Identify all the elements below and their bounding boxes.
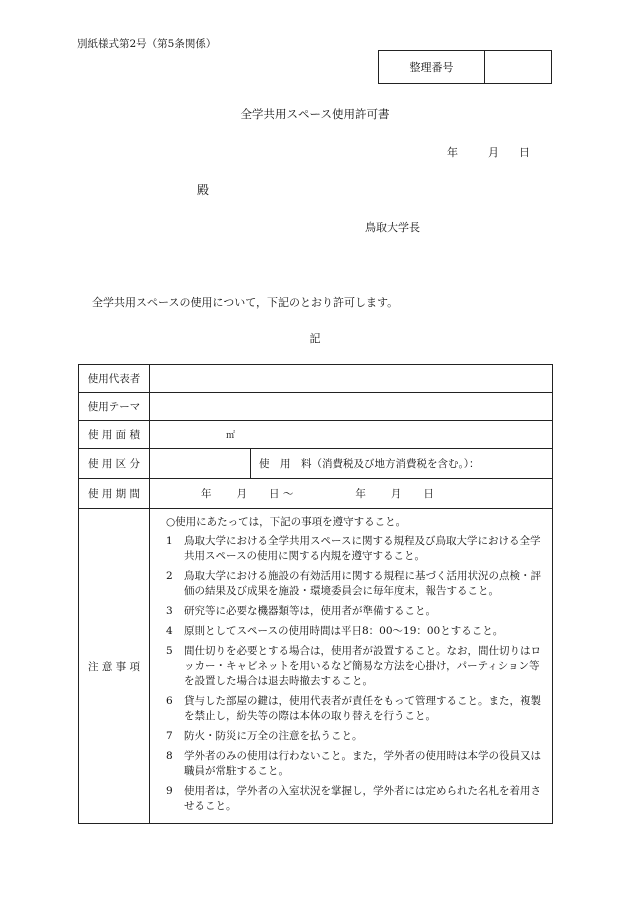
period-end-month: 月 — [390, 488, 402, 500]
list-item — [166, 644, 546, 689]
period-start-day: 日 〜 — [269, 488, 294, 500]
representative-field[interactable] — [150, 365, 553, 393]
note-number: 3 — [166, 605, 173, 617]
table-row — [79, 421, 553, 449]
area-field[interactable] — [150, 421, 553, 449]
date-day: 日 — [519, 146, 530, 159]
note-text: 間仕切りを必要とする場合は，使用者が設置すること。なお，間仕切りはロッカー・キャビネットを用いるなど簡易な方法を心掛け，パーティション等を設置した場合は退去時撤去すること。 — [184, 645, 541, 687]
theme-label: 使用テーマ — [79, 393, 150, 421]
notes-intro: ○使用にあたっては，下記の事項を遵守すること。 — [166, 516, 407, 528]
note-text: 防火・防災に万全の注意を払うこと。 — [184, 730, 363, 742]
fee-label: 使 用 料（消費税及び地方消費税を含む。）： — [259, 458, 480, 470]
reference-number-field[interactable] — [485, 51, 551, 83]
note-text: 学外者のみの使用は行わないこと。また，学外者の使用時は本学の役員又は職員が常駐すること。 — [184, 750, 541, 777]
representative-label: 使用代表者 — [79, 365, 150, 393]
table-row — [79, 393, 553, 421]
period-field[interactable] — [150, 479, 553, 509]
table-row — [79, 509, 553, 824]
notes-content — [150, 509, 553, 824]
permit-form-table — [78, 364, 553, 824]
form-identifier: 別紙様式第2号（第5条関係） — [77, 38, 217, 50]
note-number: 8 — [166, 750, 173, 762]
note-number: 7 — [166, 730, 173, 742]
list-item — [166, 569, 546, 599]
note-text: 原則としてスペースの使用時間は平日8：00〜19：00とすること。 — [184, 625, 504, 637]
table-row — [79, 479, 553, 509]
category-field[interactable] — [150, 449, 251, 478]
date-year: 年 — [447, 146, 458, 159]
issue-date — [447, 144, 530, 160]
table-row — [79, 365, 553, 393]
notes-label: 注 意 事 項 — [79, 509, 150, 824]
area-unit: ㎡ — [226, 431, 236, 441]
list-item — [166, 784, 546, 814]
list-item — [166, 729, 546, 744]
period-start-year: 年 — [201, 488, 212, 500]
category-fee-cell — [150, 449, 553, 479]
note-number: 2 — [166, 570, 173, 582]
list-item — [166, 534, 546, 564]
note-text: 使用者は，学外者の入室状況を掌握し，学外者には定められた名札を着用させること。 — [184, 785, 541, 812]
list-item — [166, 694, 546, 724]
period-end-year: 年 — [355, 488, 366, 500]
issuer-name: 鳥取大学長 — [365, 221, 420, 234]
period-end-day: 日 — [423, 488, 434, 500]
note-number: 1 — [166, 535, 173, 547]
document-title: 全学共用スペース使用許可書 — [240, 107, 390, 121]
reference-number-label: 整理番号 — [379, 51, 485, 83]
period-label: 使 用 期 間 — [79, 479, 150, 509]
note-number: 9 — [166, 785, 173, 797]
list-item — [166, 624, 546, 639]
ki-heading: 記 — [309, 332, 321, 345]
note-text: 貸与した部屋の鍵は，使用代表者が責任をもって管理すること。また，複製を禁止し，紛失等の際は本体の取り替えを行うこと。 — [184, 695, 541, 722]
area-label: 使 用 面 積 — [79, 421, 150, 449]
period-start-month: 月 — [236, 488, 247, 500]
table-row — [79, 449, 553, 479]
theme-field[interactable] — [150, 393, 553, 421]
date-month: 月 — [488, 146, 499, 159]
addressee-suffix: 殿 — [197, 183, 210, 197]
permit-statement: 全学共用スペースの使用について，下記のとおり許可します。 — [92, 296, 399, 309]
note-text: 鳥取大学における全学共用スペースに関する規程及び鳥取大学における全学共用スペースの使用に関する内規を遵守すること。 — [184, 535, 541, 562]
note-text: 研究等に必要な機器類等は，使用者が準備すること。 — [184, 605, 436, 617]
list-item — [166, 749, 546, 779]
list-item — [166, 604, 546, 619]
note-number: 5 — [166, 645, 173, 657]
note-number: 4 — [166, 625, 173, 637]
reference-number-box — [378, 50, 552, 84]
note-number: 6 — [166, 695, 173, 707]
note-text: 鳥取大学における施設の有効活用に関する規程に基づく活用状況の点検・評価の結果及び成果を施設・環境委員会に毎年度末，報告すること。 — [184, 570, 541, 597]
category-label: 使 用 区 分 — [79, 449, 150, 479]
